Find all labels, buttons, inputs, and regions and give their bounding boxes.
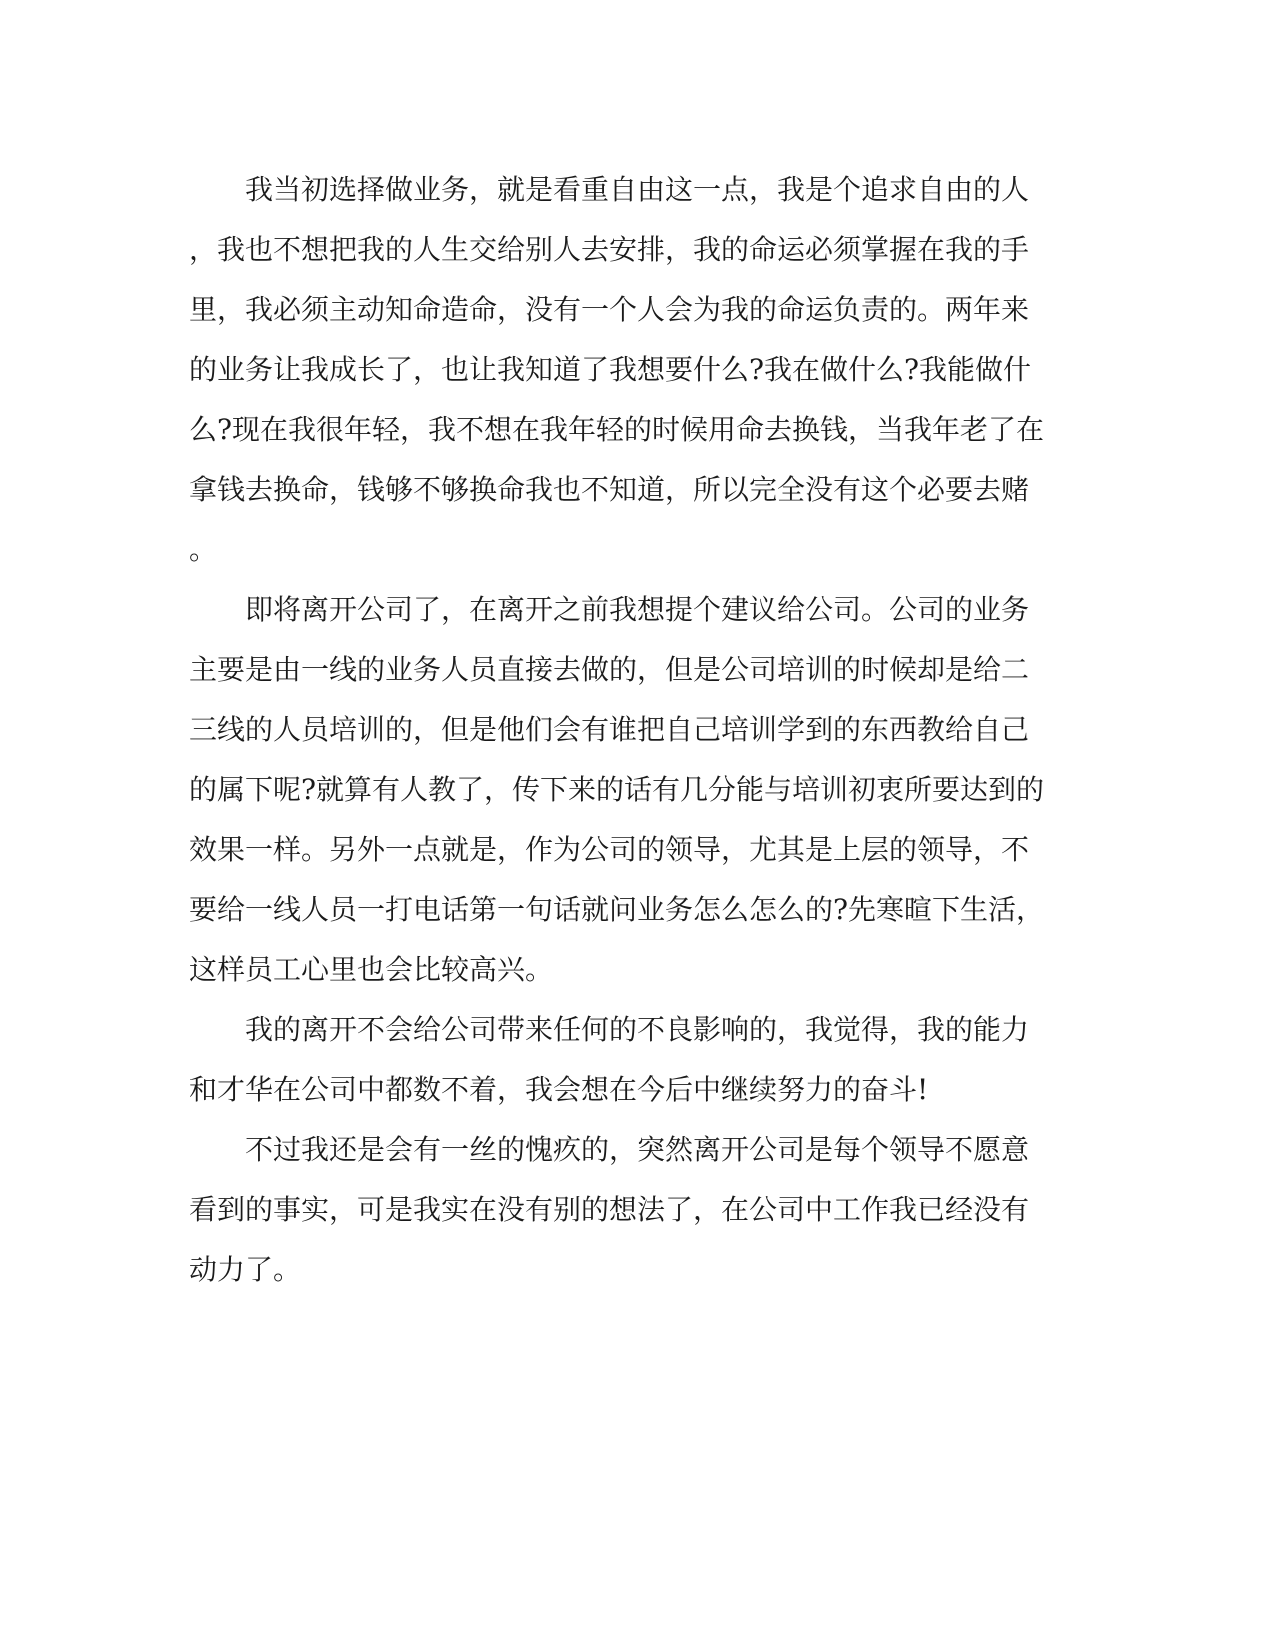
text-line: 三线的人员培训的，但是他们会有谁把自己培训学到的东西教给自己 xyxy=(189,713,1030,746)
text-line: ，我也不想把我的人生交给别人去安排，我的命运必须掌握在我的手 xyxy=(189,233,1030,266)
text-line: 的业务让我成长了，也让我知道了我想要什么?我在做什么?我能做什 xyxy=(189,353,1032,386)
text-line: 拿钱去换命，钱够不够换命我也不知道，所以完全没有这个必要去赌 xyxy=(189,473,1030,506)
text-line: 主要是由一线的业务人员直接去做的，但是公司培训的时候却是给二 xyxy=(189,653,1030,686)
text-line: 这样员工心里也会比较高兴。 xyxy=(189,953,554,986)
text-line: 和才华在公司中都数不着，我会想在今后中继续努力的奋斗! xyxy=(189,1073,929,1106)
paragraph-4 xyxy=(189,1120,1069,1300)
text-line: 效果一样。另外一点就是，作为公司的领导，尤其是上层的领导，不 xyxy=(189,833,1030,866)
text-line: 的属下呢?就算有人教了，传下来的话有几分能与培训初衷所要达到的 xyxy=(189,773,1045,806)
text-line: 我当初选择做业务，就是看重自由这一点，我是个追求自由的人 xyxy=(189,173,1030,206)
text-line: 看到的事实，可是我实在没有别的想法了，在公司中工作我已经没有 xyxy=(189,1193,1030,1226)
text-line: 。 xyxy=(189,533,218,566)
text-line: 么?现在我很年轻，我不想在我年轻的时候用命去换钱，当我年老了在 xyxy=(189,413,1045,446)
paragraph-1 xyxy=(189,160,1069,580)
text-line: 即将离开公司了，在离开之前我想提个建议给公司。公司的业务 xyxy=(189,593,1030,626)
text-line: 里，我必须主动知命造命，没有一个人会为我的命运负责的。两年来 xyxy=(189,293,1030,326)
text-line: 我的离开不会给公司带来任何的不良影响的，我觉得，我的能力 xyxy=(189,1013,1030,1046)
text-line: 动力了。 xyxy=(189,1253,302,1286)
text-line: 要给一线人员一打电话第一句话就问业务怎么怎么的?先寒暄下生活， xyxy=(189,893,1045,926)
paragraph-2 xyxy=(189,580,1069,1000)
paragraph-3 xyxy=(189,1000,1069,1120)
document-body xyxy=(189,160,1069,1300)
text-line: 不过我还是会有一丝的愧疚的，突然离开公司是每个领导不愿意 xyxy=(189,1133,1030,1166)
